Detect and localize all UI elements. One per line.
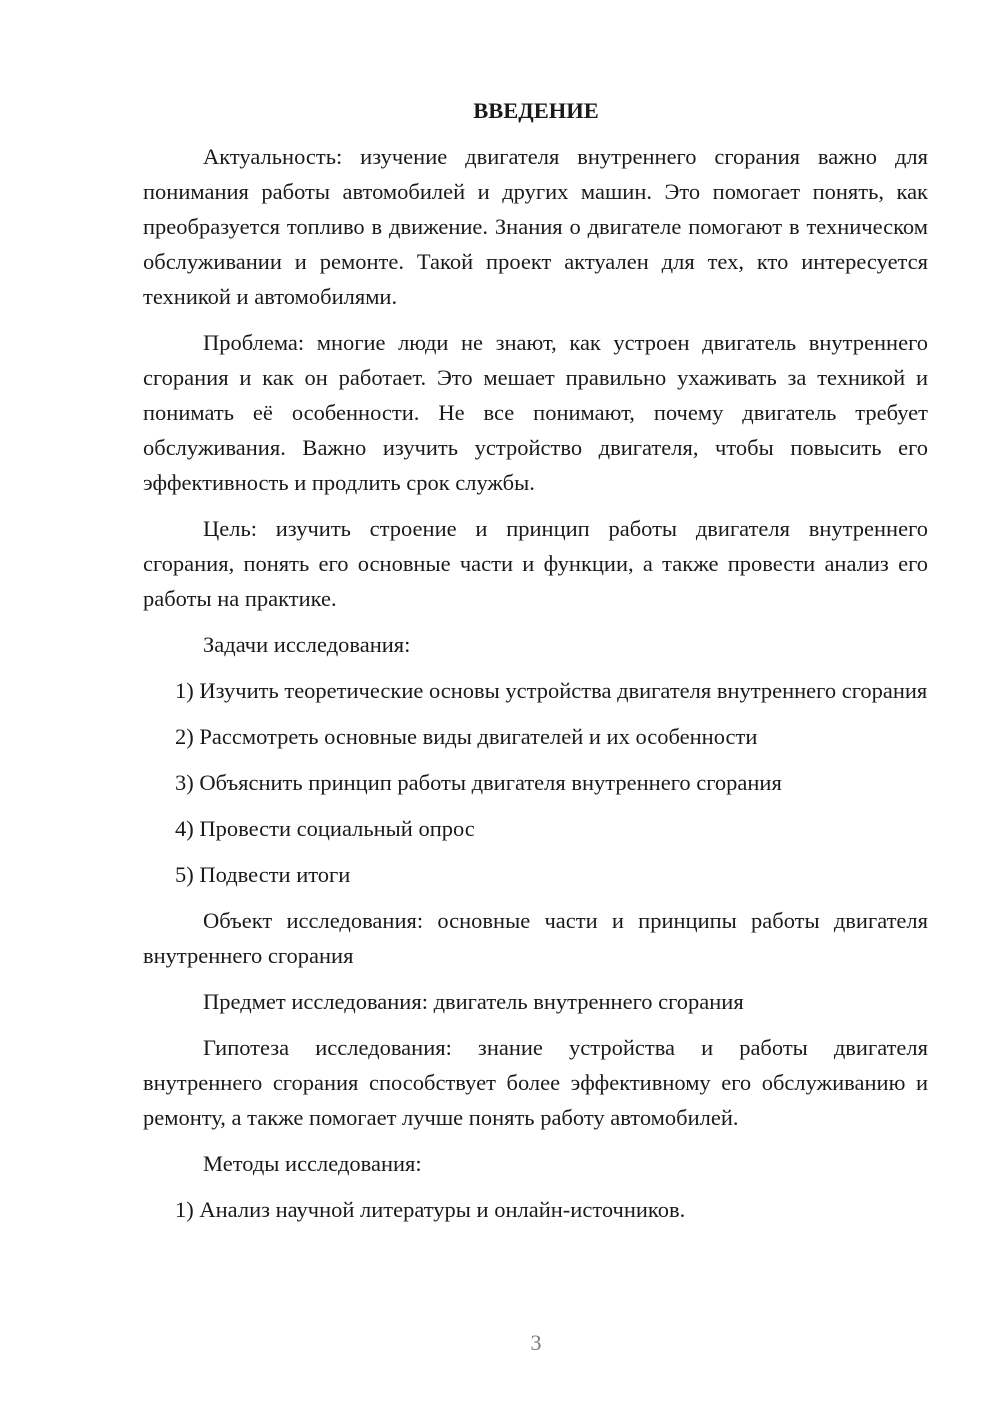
hypothesis-paragraph: Гипотеза исследования: знание устройства и работы двигателя внутреннего сгорания способствует более эффективному его обслуживанию и ремонту, а также помогает лучше понять работу автомобилей.	[143, 1035, 928, 1130]
method-item: 1) Анализ научной литературы и онлайн-источников.	[175, 1197, 686, 1222]
page-content	[143, 93, 928, 1238]
problem-paragraph: Проблема: многие люди не знают, как устроен двигатель внутреннего сгорания и как он работает. Это мешает правильно ухаживать за техникой и понимать её особенности. Не все понимают, почему двигатель требует обслуживания. Важно изучить устройство двигателя, чтобы повысить его эффективность и продлить срок службы.	[143, 330, 928, 495]
task-item: 1) Изучить теоретические основы устройства двигателя внутреннего сгорания	[175, 678, 928, 703]
subject-paragraph: Предмет исследования: двигатель внутреннего сгорания	[203, 989, 744, 1014]
page-number: 3	[530, 1330, 542, 1355]
task-item: 5) Подвести итоги	[175, 862, 351, 887]
task-item: 2) Рассмотреть основные виды двигателей и их особенности	[175, 724, 758, 749]
tasks-heading: Задачи исследования:	[203, 632, 411, 657]
task-item: 3) Объяснить принцип работы двигателя внутреннего сгорания	[175, 770, 782, 795]
page-title: ВВЕДЕНИЕ	[473, 98, 599, 123]
methods-heading: Методы исследования:	[203, 1151, 422, 1176]
goal-paragraph: Цель: изучить строение и принцип работы двигателя внутреннего сгорания, понять его основные части и функции, а также провести анализ его работы на практике.	[143, 516, 928, 611]
task-item: 4) Провести социальный опрос	[175, 816, 475, 841]
object-paragraph: Объект исследования: основные части и принципы работы двигателя внутреннего сгорания	[143, 908, 928, 968]
relevance-paragraph: Актуальность: изучение двигателя внутреннего сгорания важно для понимания работы автомобилей и других машин. Это помогает понять, как преобразуется топливо в движение. Знания о двигателе помогают в техническом обслуживании и ремонте. Такой проект актуален для тех, кто интересуется техникой и автомобилями.	[143, 144, 928, 309]
